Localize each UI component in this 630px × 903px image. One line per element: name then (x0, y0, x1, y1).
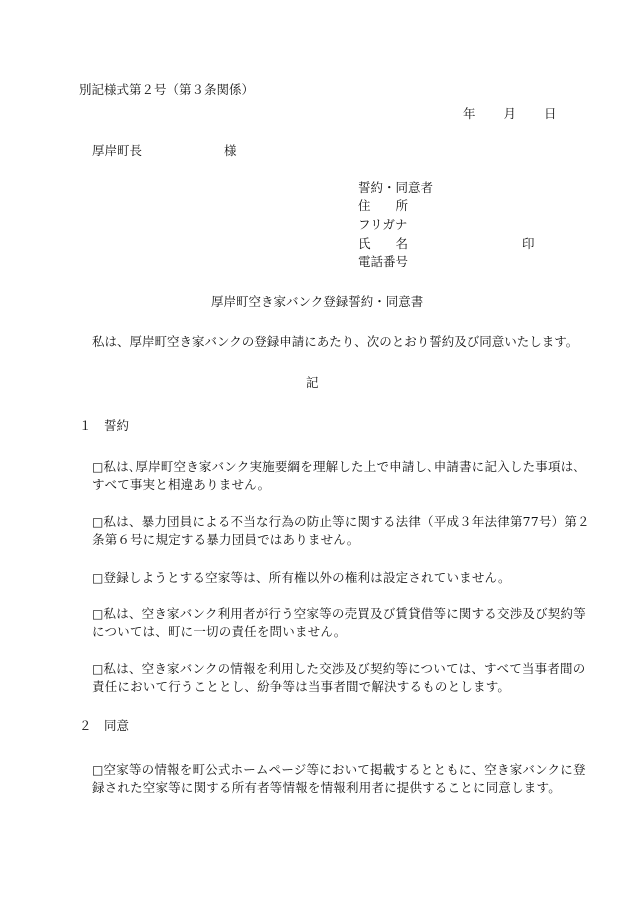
date-line (463, 104, 557, 122)
date-day: 日 (544, 106, 557, 121)
applicant-address-label: 住 所 (358, 198, 409, 213)
section2-heading: ２ 同意 (79, 718, 130, 733)
checkbox-icon[interactable]: □ (92, 515, 104, 529)
checkbox-icon[interactable]: □ (92, 662, 104, 676)
date-month: 月 (503, 106, 517, 121)
pledge-item-line1: 私は、空き家バンク利用者が行う空家等の売買及び賃貸借等に関する交渉及び契約等 (103, 606, 586, 621)
addressee-honorific: 様 (224, 143, 237, 158)
checkbox-icon[interactable]: □ (92, 571, 104, 585)
ki-heading: 記 (306, 375, 319, 390)
checkbox-icon[interactable]: □ (92, 460, 104, 474)
addressee (92, 141, 237, 159)
form-label: 別記様式第２号（第３条関係） (79, 82, 255, 97)
pledge-item-line2: すべて事実と相違ありません。 (92, 477, 271, 492)
pledge-item-line1: 私は､厚岸町空き家バンク実施要綱を理解した上で申請し､申請書に記入した事項は､ (103, 459, 580, 474)
applicant-phone-label: 電話番号 (358, 254, 409, 269)
intro-text: 私は、厚岸町空き家バンクの登録申請にあたり、次のとおり誓約及び同意いたします。 (92, 334, 579, 349)
pledge-item-line2: 条第６号に規定する暴力団員ではありません。 (92, 532, 360, 547)
seal-mark: 印 (522, 236, 535, 251)
pledge-item-line2: 責任において行うこととし、紛争等は当事者間で解決するものとします。 (92, 679, 511, 694)
consent-item-line1: 空家等の情報を町公式ホームページ等において掲載するとともに、空き家バンクに登 (103, 762, 586, 777)
applicant-name-label: 氏 名 (358, 236, 409, 251)
consent-item-line2: 録された空家等に関する所有者等情報を情報利用者に提供することに同意します。 (92, 780, 561, 795)
checkbox-icon[interactable]: □ (92, 763, 104, 777)
section1-heading: １ 誓約 (79, 418, 130, 433)
date-year: 年 (463, 106, 476, 121)
addressee-name: 厚岸町長 (92, 143, 143, 158)
pledge-item-line1: 私は、暴力団員による不当な行為の防止等に関する法律（平成３年法律第77号）第２ (103, 514, 590, 529)
pledge-item-line2: については、町に一切の責任を問いません。 (92, 624, 347, 639)
checkbox-icon[interactable]: □ (92, 607, 104, 621)
document-title: 厚岸町空き家バンク登録誓約・同意書 (211, 294, 424, 309)
applicant-heading: 誓約・同意者 (358, 180, 434, 195)
pledge-item-line1: 私は、空き家バンクの情報を利用した交渉及び契約等については、すべて当事者間の (103, 661, 586, 676)
applicant-furigana-label: フリガナ (358, 217, 408, 232)
pledge-item-line1: 登録しようとする空家等は、所有権以外の権利は設定されていません。 (103, 570, 511, 585)
